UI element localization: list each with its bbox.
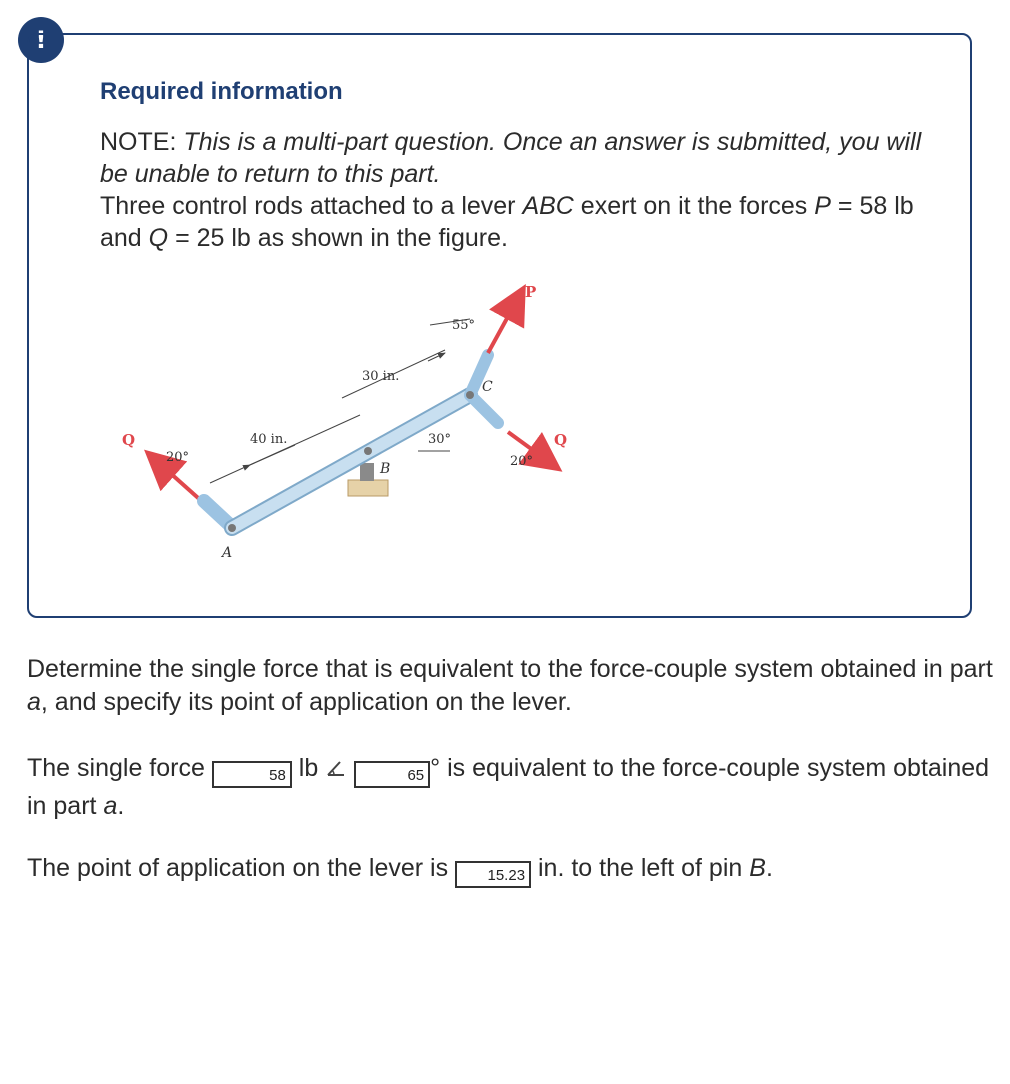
answer-line-force — [27, 750, 1007, 824]
force-p-arrow — [488, 291, 522, 353]
answer-line-point — [27, 850, 1007, 888]
pin-b — [364, 447, 372, 455]
question-part-a: a — [27, 688, 41, 716]
force-q-symbol: Q — [148, 224, 169, 252]
distance-value-input[interactable]: 15.23 — [455, 861, 531, 888]
question-text-1: Determine the single force that is equivalent to the force-couple system obtained in part — [27, 655, 993, 683]
force-value-input[interactable]: 58 — [212, 761, 292, 788]
problem-text-3: = 58 lb and — [100, 192, 914, 252]
lever-diagram — [110, 275, 590, 570]
answer-point-end: . — [765, 854, 773, 882]
angle-icon — [325, 752, 347, 788]
pin-a — [228, 524, 236, 532]
lever-abc — [232, 395, 470, 528]
angle-value-input[interactable]: 65 — [354, 761, 430, 788]
label-a: A — [222, 545, 233, 561]
required-info-title: Required information — [100, 78, 343, 105]
answer-force-prefix: The single force — [27, 754, 212, 782]
answer-pin-b: B — [749, 854, 766, 882]
force-p-symbol: P — [814, 192, 831, 220]
angle-20-left-label: 20° — [166, 450, 190, 465]
answer-point-suffix: in. to the left of pin — [531, 854, 750, 882]
problem-text-2: exert on it the forces — [573, 192, 815, 220]
label-p: P — [525, 283, 537, 301]
dim-40-label: 40 in. — [250, 432, 288, 447]
label-b: B — [380, 461, 391, 477]
answer-point-prefix: The point of application on the lever is — [27, 854, 456, 882]
angle-55-label: 55° — [452, 318, 476, 333]
lever-figure — [110, 275, 590, 570]
angle-20-right-label: 20° — [510, 454, 534, 469]
note-label: NOTE: — [100, 128, 184, 156]
rod-c-q — [470, 395, 498, 423]
problem-text-4: = 25 lb as shown in the figure. — [168, 224, 508, 252]
force-unit: lb — [291, 754, 326, 782]
pin-b-block — [360, 463, 374, 481]
support-base — [348, 480, 388, 496]
note-text: This is a multi-part question. Once an answer is submitted, you will be unable to return to this part. — [100, 128, 922, 188]
answer-force-suffix: ° is equivalent to the force-couple system obtained in part — [27, 754, 990, 820]
label-c: C — [482, 379, 493, 395]
label-q-left: Q — [122, 431, 136, 449]
angle-30-label: 30° — [428, 432, 452, 447]
answer-force-end: . — [117, 792, 125, 820]
label-q-right: Q — [554, 431, 568, 449]
lever-label: ABC — [522, 192, 574, 220]
question-text-2: , and specify its point of application on the lever. — [40, 688, 572, 716]
dim-40-arrow — [250, 445, 295, 465]
question-text — [27, 653, 1010, 719]
exclamation-icon: ! — [35, 26, 47, 54]
answer-part-a: a — [103, 792, 118, 820]
pin-c — [466, 391, 474, 399]
dim-30-label: 30 in. — [362, 369, 400, 384]
problem-text-1: Three control rods attached to a lever — [100, 192, 523, 220]
problem-statement — [100, 126, 940, 254]
